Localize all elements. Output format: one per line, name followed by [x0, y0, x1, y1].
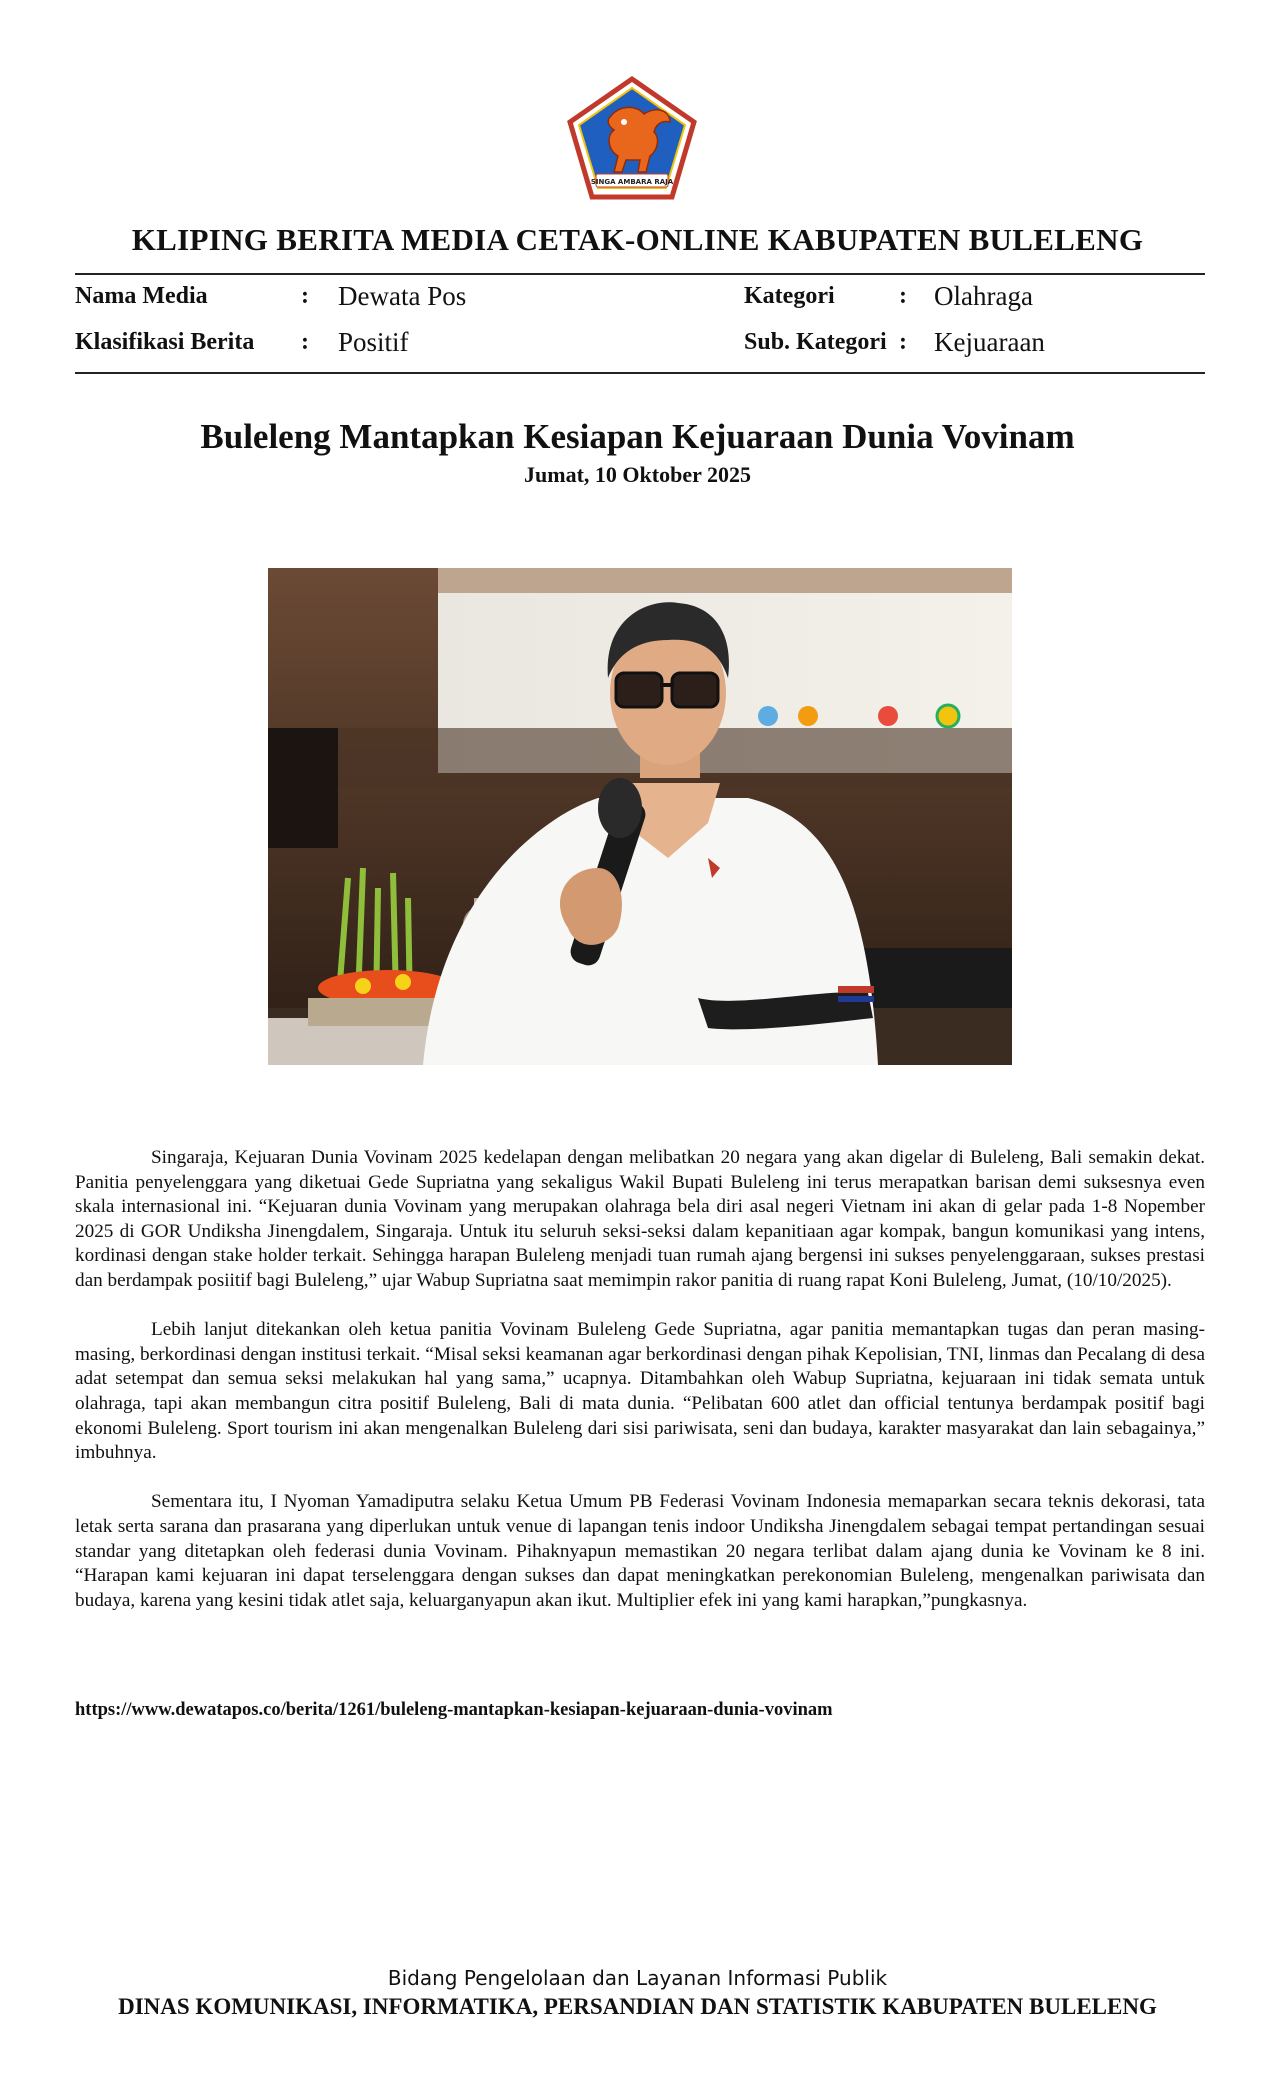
klasifikasi-colon: :	[301, 329, 309, 355]
sub-kategori-colon: :	[899, 329, 907, 355]
kategori-colon: :	[899, 283, 907, 309]
header-bottom-rule	[75, 372, 1205, 374]
logo-caption: SINGA AMBARA RAJA	[590, 178, 674, 186]
article-paragraph: Lebih lanjut ditekankan oleh ketua panitia Vovinam Buleleng Gede Supriatna, agar panitia memantapkan tugas dan peran masing-masing, berkordinasi dengan institusi terkait. “Misal seksi keamanan agar berkordinasi dengan pihak Kepolisian, TNI, linmas dan Pecalang di desa adat setempat dan semua seksi melakukan hal yang sama,” ucapnya. Ditambahkan oleh Wabup Supriatna, kejuaraan ini tidak semata untuk olahraga, tapi akan membangun citra positif Buleleng, Bali di mata dunia. “Pelibatan 600 atlet dan official tentunya berdampak positif bagi ekonomi Buleleng. Sport tourism ini akan mengenalkan Buleleng dari sisi pariwisata, seni dan budaya, karakter masyarakat dan lain sebagainya,” imbuhnya.	[75, 1319, 1205, 1464]
news-photo	[268, 568, 1012, 1065]
media-name-value: Dewata Pos	[338, 281, 467, 311]
sub-kategori-label: Sub. Kategori	[744, 329, 887, 355]
article-paragraph: Sementara itu, I Nyoman Yamadiputra selaku Ketua Umum PB Federasi Vovinam Indonesia memaparkan secara teknis dekorasi, tata letak serta sarana dan prasarana yang diperlukan untuk venue di lapangan tenis indoor Undiksha Jinengdalem sebagai tempat pertandingan sesuai standar yang ditetapkan oleh federasi dunia Vovinam. Pihaknyapun memastikan 20 negara terlibat dalam ajang dunia ke Vovinam ke 8 ini. “Harapan kami kejuaran ini dapat terselenggara dengan sukses dan dapat meningkatkan perekonomian Buleleng, mengenalkan pariwisata dan budaya, karena yang kesini tidak atlet saja, keluarganyapun akan ikut. Multiplier efek ini yang kami harapkan,”pungkasnya.	[75, 1491, 1205, 1611]
kategori-value: Olahraga	[934, 281, 1033, 311]
article-body	[75, 1146, 1205, 1638]
sub-kategori-value: Kejuaraan	[934, 327, 1045, 357]
article-title: Buleleng Mantapkan Kesiapan Kejuaraan Dunia Vovinam	[200, 417, 1075, 456]
clipping-header-title: KLIPING BERITA MEDIA CETAK-ONLINE KABUPATEN BULELENG	[131, 222, 1144, 257]
article-paragraph: Singaraja, Kejuaran Dunia Vovinam 2025 kedelapan dengan melibatkan 20 negara yang akan digelar di Buleleng, Bali semakin dekat. Panitia penyelenggara yang diketuai Gede Supriatna yang sekaligus Wakil Bupati Buleleng ini terus merapatkan barisan demi suksesnya even skala internasional ini. “Kejuaran dunia Vovinam yang merupakan olahraga bela diri asal negeri Vietnam ini akan di gelar pada 1-8 Nopember 2025 di GOR Undiksha Jinengdalem, Singaraja. Untuk itu seluruh seksi-seksi dalam kepanitiaan agar kompak, bangun komunikasi yang intens, kordinasi dengan stake holder terkait. Sehingga harapan Buleleng menjadi tuan rumah ajang bergensi ini sukses penyelenggaraan, sukses prestasi dan berdampak posiitif bagi Buleleng,” ujar Wabup Supriatna saat memimpin rakor panitia di ruang rapat Koni Buleleng, Jumat, (10/10/2025).	[75, 1147, 1205, 1291]
media-name-colon: :	[301, 283, 309, 309]
klasifikasi-label: Klasifikasi Berita	[75, 329, 255, 355]
header-top-rule	[75, 273, 1205, 275]
regency-logo	[566, 76, 698, 200]
article-date: Jumat, 10 Oktober 2025	[524, 462, 751, 487]
kategori-label: Kategori	[744, 283, 835, 309]
footer-unit-name: Bidang Pengelolaan dan Layanan Informasi Publik	[387, 1966, 888, 1990]
klasifikasi-value: Positif	[338, 327, 409, 357]
footer-department-name: DINAS KOMUNIKASI, INFORMATIKA, PERSANDIAN DAN STATISTIK KABUPATEN BULELENG	[118, 1994, 1157, 2019]
media-name-label: Nama Media	[75, 283, 208, 309]
source-url-link[interactable]: https://www.dewatapos.co/berita/1261/buleleng-mantapkan-kesiapan-kejuaraan-dunia-vovinam	[75, 1700, 833, 1720]
